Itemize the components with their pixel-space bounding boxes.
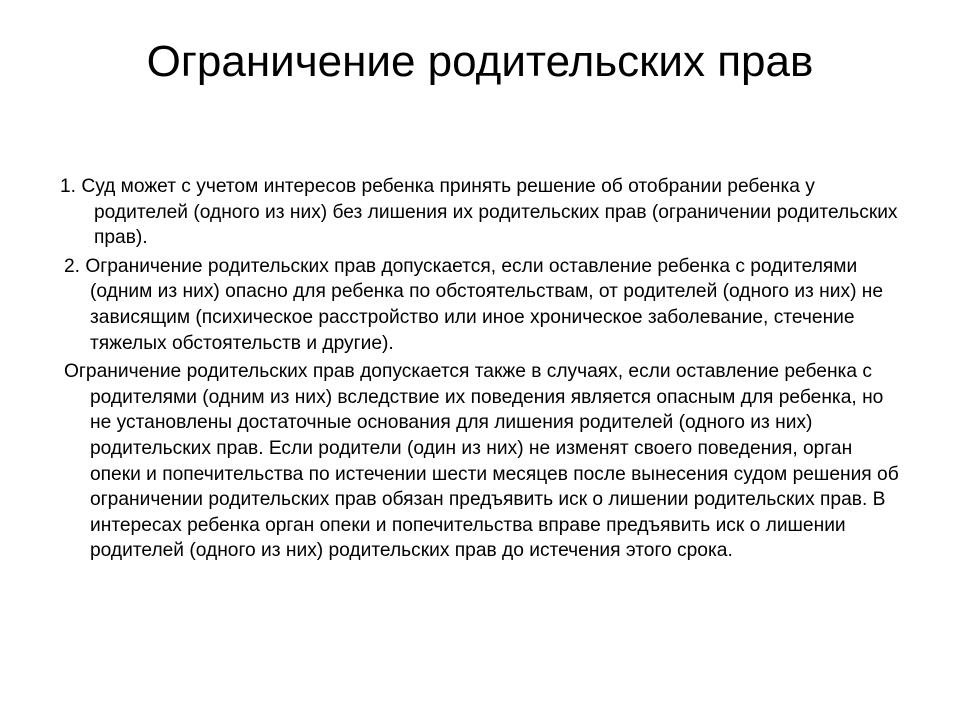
paragraph-2: 2. Ограничение родительских прав допускается, если оставление ребенка с родителями (одним из них) опасно для ребенка по обстоятельствам, от родителей (одного из них) не зависящим (психическое расстройство или иное хроническое заболевание, стечение тяжелых обстоятельств и другие).	[64, 255, 884, 354]
paragraph-3: Ограничение родительских прав допускается также в случаях, если оставление ребенка с родителями (одним из них) вследствие их поведения является опасным для ребенка, но не установлены достаточные основания для лишения родителей (одного из них) родительских прав. Если родители (один из них) не изменят своего поведения, орган опеки и попечительства по истечении шести месяцев после вынесения судом решения об ограничении родительских прав обязан предъявить иск о лишении родительских прав. В интересах ребенка орган опеки и попечительства вправе предъявить иск о лишении родителей (одного из них) родительских прав до истечения этого срока.	[64, 361, 899, 562]
slide-title: Ограничение родительских прав	[146, 37, 814, 86]
paragraph-1: 1. Суд может с учетом интересов ребенка принять решение об отобрании ребенка у родителей (одного из них) без лишения их родительских прав (ограничении родительских прав).	[60, 176, 898, 249]
slide-body	[60, 174, 905, 567]
